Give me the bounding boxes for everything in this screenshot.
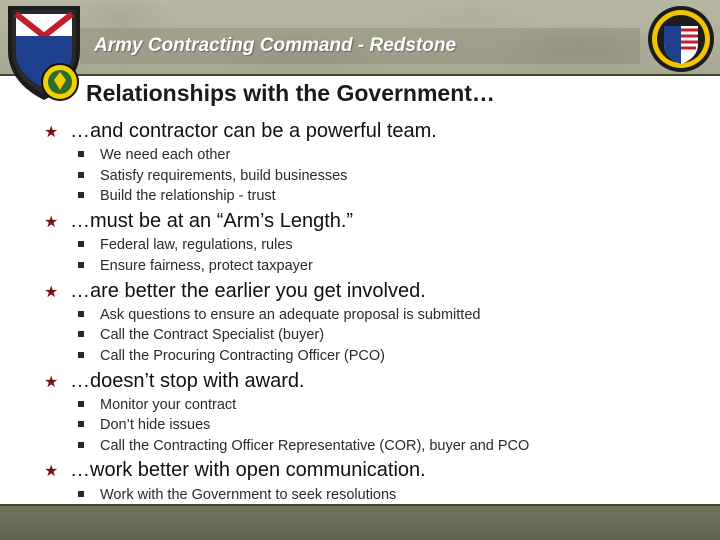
army-contracting-command-badge-icon — [646, 4, 716, 74]
header-title: Army Contracting Command - Redstone — [94, 35, 457, 56]
sub-bullet-text: Call the Contract Specialist (buyer) — [100, 327, 325, 343]
star-icon: ★ — [44, 124, 59, 141]
slide-title: Relationships with the Government… — [86, 80, 495, 106]
sub-bullet-item — [78, 327, 324, 343]
sub-bullet-text: Don’t hide issues — [100, 417, 211, 433]
sub-bullet-text: Ensure fairness, protect taxpayer — [100, 258, 313, 274]
bullet-item — [44, 459, 426, 482]
square-bullet-icon — [78, 401, 84, 407]
sub-bullet-item — [78, 438, 529, 454]
sub-bullet-item — [78, 237, 293, 253]
sub-bullet-item — [78, 168, 347, 184]
sub-bullet-text: We need each other — [100, 147, 231, 163]
bullet-item — [44, 120, 437, 143]
sub-bullet-item — [78, 188, 276, 204]
sub-bullet-item — [78, 487, 396, 503]
square-bullet-icon — [78, 491, 84, 497]
star-icon: ★ — [44, 284, 59, 301]
bullet-item — [44, 370, 305, 393]
header-banner — [0, 0, 720, 74]
bullet-text: …must be at an “Arm’s Length.” — [70, 210, 354, 232]
sub-bullet-text: Call the Procuring Contracting Officer (PCO) — [100, 348, 386, 364]
sub-bullet-text: Ask questions to ensure an adequate proposal is submitted — [100, 307, 481, 323]
bullet-text: …work better with open communication. — [70, 459, 426, 481]
square-bullet-icon — [78, 331, 84, 337]
square-bullet-icon — [78, 352, 84, 358]
sub-bullet-text: Satisfy requirements, build businesses — [100, 168, 348, 184]
square-bullet-icon — [78, 172, 84, 178]
bullet-item — [44, 210, 353, 233]
bullet-text: …doesn’t stop with award. — [70, 370, 305, 392]
sub-bullet-text: Federal law, regulations, rules — [100, 237, 293, 253]
bullet-item — [44, 280, 426, 303]
sub-bullet-item — [78, 147, 230, 163]
sub-bullet-text: Work with the Government to seek resolutions — [100, 487, 397, 503]
sub-bullet-item — [78, 417, 210, 433]
square-bullet-icon — [78, 442, 84, 448]
star-icon: ★ — [44, 463, 59, 480]
star-icon: ★ — [44, 374, 59, 391]
header-divider — [0, 74, 720, 76]
sub-bullet-item — [78, 258, 313, 274]
square-bullet-icon — [78, 151, 84, 157]
square-bullet-icon — [78, 311, 84, 317]
square-bullet-icon — [78, 421, 84, 427]
square-bullet-icon — [78, 262, 84, 268]
army-materiel-command-shield-icon — [2, 0, 86, 104]
square-bullet-icon — [78, 241, 84, 247]
sub-bullet-item — [78, 348, 385, 364]
star-icon: ★ — [44, 214, 59, 231]
sub-bullet-item — [78, 397, 236, 413]
bullet-text: …and contractor can be a powerful team. — [70, 120, 437, 142]
sub-bullet-text: Call the Contracting Officer Representative (COR), buyer and PCO — [100, 438, 530, 454]
sub-bullet-text: Monitor your contract — [100, 397, 237, 413]
footer-bar — [0, 506, 720, 540]
bullet-text: …are better the earlier you get involved. — [70, 280, 426, 302]
sub-bullet-item — [78, 307, 480, 323]
square-bullet-icon — [78, 192, 84, 198]
sub-bullet-text: Build the relationship - trust — [100, 188, 276, 204]
